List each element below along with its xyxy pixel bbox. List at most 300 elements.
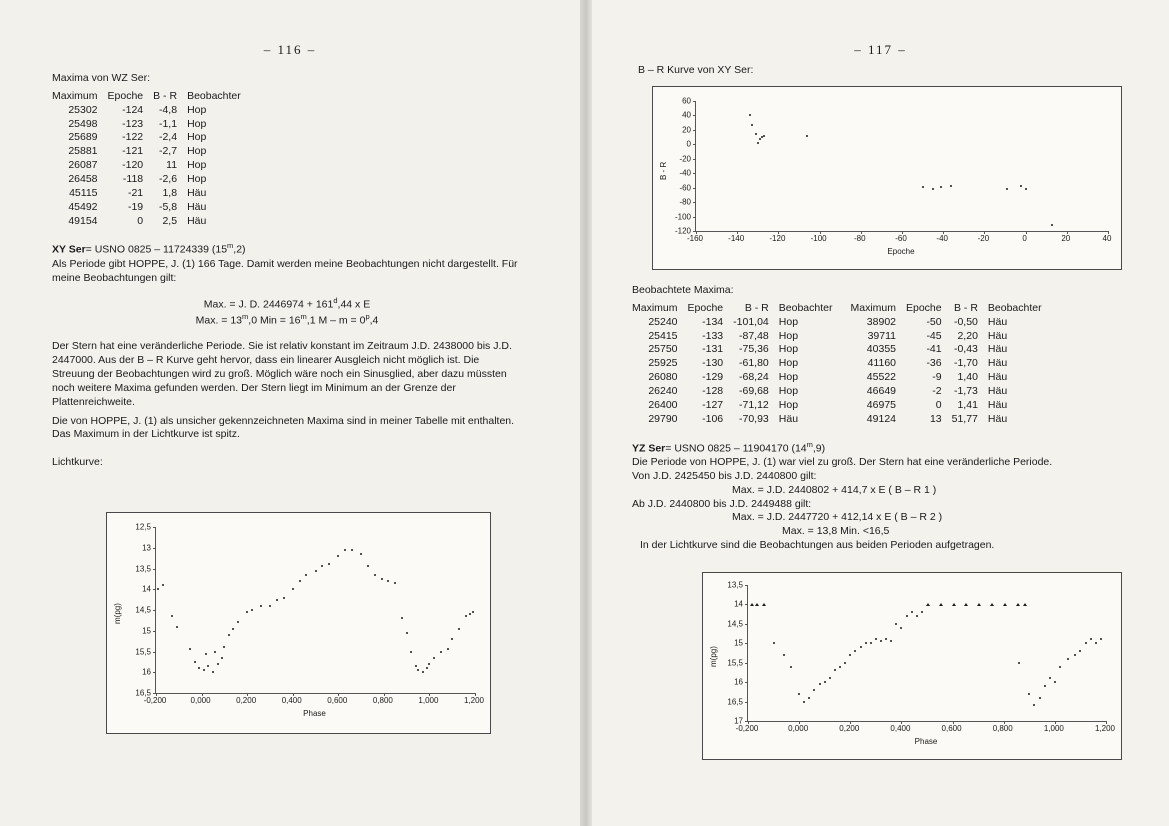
data-point [749, 114, 751, 116]
y-tick [693, 202, 696, 203]
xy-ser-designation: = USNO 0825 – 11724339 (15 [85, 243, 228, 256]
data-point [808, 697, 810, 699]
data-point [950, 185, 952, 187]
x-tick-label: 0,800 [372, 696, 393, 705]
formula-2-a: Max. = 13 [195, 314, 243, 327]
col-epoche: Epoche [107, 89, 144, 102]
data-point [865, 642, 867, 644]
table-cell: Hop [187, 159, 207, 172]
y-tick [745, 604, 748, 605]
table-row [632, 413, 1060, 427]
formula-2-c: ,1 M – m = 0 [306, 314, 366, 327]
x-tick-label: -0,200 [143, 696, 167, 705]
y-tick [745, 663, 748, 664]
formula-1-sup: d [333, 295, 338, 305]
col-beobachter-1: Beobachter [778, 301, 833, 314]
data-point [344, 549, 346, 551]
data-point [251, 609, 253, 611]
data-point [171, 615, 173, 617]
table-cell: 0 [935, 398, 942, 411]
table-cell: -1,70 [953, 357, 978, 370]
xy-ser-heading [52, 241, 522, 257]
data-point [447, 648, 449, 650]
left-page-body [52, 72, 522, 474]
y-tick-label: 14 [734, 599, 743, 609]
data-point [900, 627, 902, 629]
data-point [305, 574, 307, 576]
data-point [1090, 638, 1092, 640]
y-tick [693, 130, 696, 131]
table-cell: 45492 [68, 200, 98, 213]
data-point [214, 651, 216, 653]
yz-ser-mag-sup: m [806, 439, 813, 449]
table-cell: -21 [127, 186, 144, 199]
data-point [829, 677, 831, 679]
table-cell: 46649 [866, 385, 896, 398]
data-point [360, 553, 362, 555]
x-tick-label: -140 [728, 234, 745, 243]
x-tick-label: -40 [936, 234, 948, 243]
data-point [212, 671, 214, 673]
y-tick-label: 16 [734, 677, 743, 687]
table-row [52, 173, 259, 187]
table-cell: 25415 [648, 329, 678, 342]
xy-ser-para-3: Die von HOPPE, J. (1) als unsicher gekennzeichneten Maxima sind in meiner Tabelle mit enthalten. [52, 414, 515, 427]
table-cell: -2,7 [158, 145, 178, 158]
yz-ser-para-2: Von J.D. 2425450 bis J.D. 2440800 gilt: [632, 469, 817, 482]
y-tick-label: -100 [674, 212, 691, 222]
table-cell: -70,93 [738, 412, 769, 425]
table-cell: -50 [926, 315, 942, 328]
data-point [237, 621, 239, 623]
yz-ser-designation: = USNO 0825 – 11904170 (14 [665, 442, 807, 455]
table-cell: -1,1 [158, 117, 178, 130]
data-point [203, 669, 205, 671]
table-cell: 26240 [648, 385, 678, 398]
y-tick-label: -40 [679, 168, 691, 178]
xy-lightcurve-caption: Lichtkurve: [52, 456, 103, 469]
formula-1-post: ,44 x E [337, 298, 371, 311]
y-tick-label: 14,5 [135, 605, 151, 615]
y-tick-label: 16,5 [135, 688, 151, 698]
data-point [232, 628, 234, 630]
table-cell: Hop [778, 371, 799, 384]
data-point [417, 669, 419, 671]
y-tick-label: 60 [682, 96, 691, 106]
table-cell: -130 [702, 357, 724, 370]
col-maximum: Maximum [52, 89, 98, 102]
y-tick-label: 12,5 [135, 522, 151, 532]
table-cell: 49124 [866, 412, 896, 425]
data-point [205, 653, 207, 655]
y-tick [745, 682, 748, 683]
x-tick-label: 40 [1102, 234, 1112, 243]
col-epoche-1: Epoche [687, 301, 724, 314]
table-cell: 38902 [866, 315, 896, 328]
x-tick-label: 0,000 [788, 724, 809, 733]
y-tick-label: -60 [679, 183, 691, 193]
table-cell: Hop [778, 357, 799, 370]
data-point [880, 640, 882, 642]
table-row [52, 118, 259, 132]
data-point [803, 701, 805, 703]
data-point [465, 615, 467, 617]
table-header-row [52, 90, 259, 104]
data-point [1016, 603, 1020, 606]
data-point [1006, 188, 1008, 190]
table-cell: -19 [127, 200, 144, 213]
data-point [426, 667, 428, 669]
y-tick [693, 159, 696, 160]
data-point [940, 186, 942, 188]
yz-ser-para-3: Ab J.D. 2440800 bis J.D. 2449488 gilt: [632, 497, 812, 510]
table-cell: -41 [926, 343, 942, 356]
y-tick-label: 15 [142, 626, 151, 636]
col-epoche-2: Epoche [906, 301, 942, 314]
data-point [207, 665, 209, 667]
data-point [415, 665, 417, 667]
col-br-2: B - R [953, 301, 978, 314]
table-row [52, 131, 259, 145]
x-tick-label: -60 [895, 234, 907, 243]
data-point [401, 617, 403, 619]
data-point [755, 133, 757, 135]
table-row [632, 330, 1060, 344]
data-point [1033, 704, 1035, 706]
y-tick [153, 693, 156, 694]
y-tick [745, 721, 748, 722]
y-tick [153, 610, 156, 611]
data-point [1025, 188, 1027, 190]
data-point [1049, 677, 1051, 679]
data-point [762, 603, 766, 606]
table-cell: -5,8 [158, 200, 178, 213]
y-tick [153, 569, 156, 570]
table-cell: -2,4 [158, 131, 178, 144]
formula-2-sup2: m [300, 311, 307, 321]
data-point [283, 597, 285, 599]
table-cell: -1,73 [953, 385, 978, 398]
y-tick-label: 14 [142, 584, 151, 594]
y-tick [693, 101, 696, 102]
data-point [1020, 185, 1022, 187]
y-tick [153, 652, 156, 653]
formula-2-b: ,0 Min = 16 [248, 314, 301, 327]
yz-ser-para-4: In der Lichtkurve sind die Beobachtungen aus beiden Perioden aufgetragen. [640, 539, 995, 552]
table-cell: Hop [778, 343, 799, 356]
data-point [824, 681, 826, 683]
col-br: B - R [153, 89, 178, 102]
col-beobachter-2: Beobachter [987, 301, 1042, 314]
data-point [217, 663, 219, 665]
data-point [337, 555, 339, 557]
table-cell: -2 [932, 385, 942, 398]
data-point [410, 651, 412, 653]
table-cell: Häu [778, 412, 799, 425]
data-point [328, 563, 330, 565]
plot-area [155, 527, 475, 694]
data-point [1079, 650, 1081, 652]
right-page-number: – 117 – [854, 42, 907, 57]
chart-area [652, 86, 1122, 270]
data-point [1085, 642, 1087, 644]
xy-ser-lightcurve-chart [106, 512, 491, 734]
table-cell: Hop [778, 398, 799, 411]
y-tick [693, 144, 696, 145]
col-maximum-2: Maximum [850, 301, 896, 314]
table-cell: Häu [187, 214, 207, 227]
table-cell: -133 [702, 329, 724, 342]
table-cell: Hop [187, 131, 207, 144]
xy-ser-para-1: Als Periode gibt HOPPE, J. (1) 166 Tage. Damit werden meine Beobachtungen nicht dargestellt. Für meine Beobachtungen gilt: [52, 257, 518, 284]
y-tick-label: 15,5 [135, 647, 151, 656]
table-cell: Häu [987, 357, 1008, 370]
data-point [269, 605, 271, 607]
x-axis-label: Phase [914, 737, 938, 746]
x-tick-label: -0,200 [735, 724, 759, 733]
y-tick [745, 643, 748, 644]
table-cell: Häu [987, 329, 1008, 342]
data-point [890, 640, 892, 642]
data-point [921, 611, 923, 613]
data-point [246, 611, 248, 613]
table-cell: 11 [166, 159, 178, 172]
observed-maxima-caption: Beobachtete Maxima: [632, 284, 734, 296]
data-point [1023, 603, 1027, 606]
y-axis-label: m(pg) [709, 646, 718, 667]
y-tick-label: 20 [682, 125, 691, 135]
table-cell: -121 [122, 145, 144, 158]
y-tick-label: 13 [142, 543, 151, 553]
col-maximum-1: Maximum [632, 301, 678, 314]
data-point [381, 578, 383, 580]
data-point [813, 689, 815, 691]
y-tick [745, 702, 748, 703]
y-tick [693, 173, 696, 174]
table-cell: 41160 [867, 357, 896, 370]
data-point [977, 603, 981, 606]
data-point [351, 549, 353, 551]
y-tick-label: -80 [679, 197, 691, 207]
table-cell: 25302 [68, 103, 98, 116]
data-point [757, 142, 759, 144]
br-curve-caption: B – R Kurve von XY Ser: [638, 64, 754, 76]
xy-ser-mag-tail: ,2) [233, 243, 246, 256]
y-axis-label: B - R [659, 161, 668, 180]
table-cell: -120 [122, 159, 144, 172]
table-cell: -69,68 [738, 385, 769, 398]
y-tick [693, 231, 696, 232]
data-point [922, 186, 924, 188]
data-point [751, 124, 753, 126]
x-tick-label: 1,000 [1043, 724, 1064, 733]
y-tick [693, 217, 696, 218]
y-tick [745, 624, 748, 625]
table-cell: -123 [122, 117, 144, 130]
y-tick [693, 188, 696, 189]
data-point [440, 651, 442, 653]
x-tick-label: 0,400 [281, 696, 302, 705]
y-tick-label: 15 [734, 638, 743, 648]
wz-ser-table-caption: Maxima von WZ Ser: [52, 72, 151, 84]
data-point [1095, 642, 1097, 644]
table-cell: -134 [702, 315, 724, 328]
col-br-1: B - R [744, 301, 769, 314]
data-point [428, 663, 430, 665]
yz-ser-formula-2: Max. = J.D. 2447720 + 412,14 x E ( B – R 2 ) [732, 511, 943, 524]
data-point [990, 603, 994, 606]
book-gutter [580, 0, 592, 826]
data-point [906, 615, 908, 617]
data-point [885, 638, 887, 640]
table-row [632, 385, 1060, 399]
data-point [406, 632, 408, 634]
data-point [870, 642, 872, 644]
table-cell: 25750 [648, 343, 678, 356]
table-cell: Häu [987, 398, 1008, 411]
data-point [773, 642, 775, 644]
chart-area [106, 512, 491, 734]
table-cell: 26080 [648, 371, 678, 384]
data-point [299, 580, 301, 582]
data-point [964, 603, 968, 606]
table-cell: 26458 [68, 173, 98, 186]
table-cell: -87,48 [738, 329, 769, 342]
table-row [52, 187, 259, 201]
xy-ser-mag-sup: m [227, 241, 234, 251]
table-cell: 49154 [68, 214, 98, 227]
table-cell: -128 [702, 385, 724, 398]
yz-ser-mag-tail: ,9) [812, 442, 826, 455]
x-tick-label: -120 [769, 234, 786, 243]
data-point [189, 648, 191, 650]
data-point [1067, 658, 1069, 660]
data-point [798, 693, 800, 695]
table-cell: -71,12 [738, 398, 769, 411]
table-cell: 40355 [866, 343, 896, 356]
data-point [952, 603, 956, 606]
xy-ser-para-4: Das Maximum in der Lichtkurve ist spitz. [52, 428, 240, 441]
data-point [1059, 666, 1061, 668]
table-cell: -127 [702, 398, 724, 411]
table-cell: Häu [987, 412, 1008, 425]
data-point [916, 615, 918, 617]
x-tick-label: 1,200 [463, 696, 485, 705]
table-cell: -0,50 [953, 315, 978, 328]
observed-maxima-table [632, 302, 1060, 427]
table-cell: 0 [137, 214, 144, 227]
y-tick [153, 548, 156, 549]
table-cell: 2,5 [162, 214, 178, 227]
table-row [52, 104, 259, 118]
table-cell: Hop [778, 329, 799, 342]
table-row [632, 343, 1060, 357]
y-tick-label: 16 [142, 667, 151, 677]
data-point [860, 646, 862, 648]
formula-1-pre: Max. = J. D. 2446974 + 161 [203, 298, 334, 311]
table-cell: Hop [778, 385, 799, 398]
table-cell: Häu [187, 186, 207, 199]
data-point [819, 683, 821, 685]
table-cell: 13 [929, 412, 942, 425]
data-point [433, 657, 435, 659]
y-tick-label: 0 [686, 139, 691, 149]
table-cell: 51,77 [951, 412, 978, 425]
data-point [1018, 662, 1020, 664]
table-cell: Hop [187, 145, 207, 158]
data-point [1054, 681, 1056, 683]
table-row [52, 201, 259, 215]
plot-area [695, 101, 1108, 232]
x-tick-label: 20 [1061, 234, 1071, 243]
x-axis-label: Phase [303, 709, 326, 718]
formula-2-d: ,4 [369, 314, 379, 327]
x-tick-label: 0,200 [236, 696, 257, 705]
data-point [783, 654, 785, 656]
data-point [875, 638, 877, 640]
x-axis-label: Epoche [887, 247, 915, 256]
x-tick-label: 0,800 [992, 724, 1013, 733]
data-point [1028, 693, 1030, 695]
data-point [223, 646, 225, 648]
y-tick [153, 631, 156, 632]
table-cell: Häu [187, 200, 207, 213]
table-row [52, 159, 259, 173]
table-cell: 25240 [648, 315, 678, 328]
data-point [895, 623, 897, 625]
data-point [221, 657, 223, 659]
y-tick-label: 15,5 [727, 658, 743, 668]
x-tick-label: -80 [854, 234, 866, 243]
table-cell: -131 [702, 343, 724, 356]
y-tick-label: 13,5 [727, 580, 743, 590]
table-cell: 1,40 [957, 371, 978, 384]
data-point [260, 605, 262, 607]
data-point [1003, 603, 1007, 606]
x-tick-label: 0,600 [941, 724, 962, 733]
table-cell: Häu [987, 315, 1008, 328]
table-cell: 39711 [867, 329, 896, 342]
x-tick-label: 0,000 [190, 696, 211, 705]
left-page [0, 0, 580, 826]
data-point [315, 570, 317, 572]
data-point [911, 611, 913, 613]
table-cell: -45 [926, 329, 942, 342]
left-page-number: – 116 – [263, 42, 317, 57]
yz-ser-para-1: Die Periode von HOPPE, J. (1) war viel zu groß. Der Stern hat eine veränderliche Periode. [632, 455, 1053, 468]
yz-ser-heading [632, 440, 1142, 456]
table-cell: 25881 [68, 145, 98, 158]
x-tick-label: 0 [1022, 234, 1027, 243]
yz-ser-formula-3: Max. = 13,8 Min. <16,5 [782, 525, 890, 538]
table-cell: -124 [122, 103, 144, 116]
y-tick [153, 527, 156, 528]
right-page [592, 0, 1169, 826]
table-cell: 26400 [648, 398, 678, 411]
x-tick-label: -100 [810, 234, 827, 243]
table-row [52, 145, 259, 159]
formula-2-sup1: m [242, 311, 249, 321]
y-tick [153, 589, 156, 590]
table-row [632, 399, 1060, 413]
data-point [1051, 224, 1053, 226]
table-cell: Häu [987, 343, 1008, 356]
xy-ser-formula-1 [52, 296, 522, 312]
wz-ser-maxima-table [52, 90, 259, 229]
data-point [176, 626, 178, 628]
table-row [632, 371, 1060, 385]
yz-ser-name: YZ Ser [632, 442, 666, 455]
